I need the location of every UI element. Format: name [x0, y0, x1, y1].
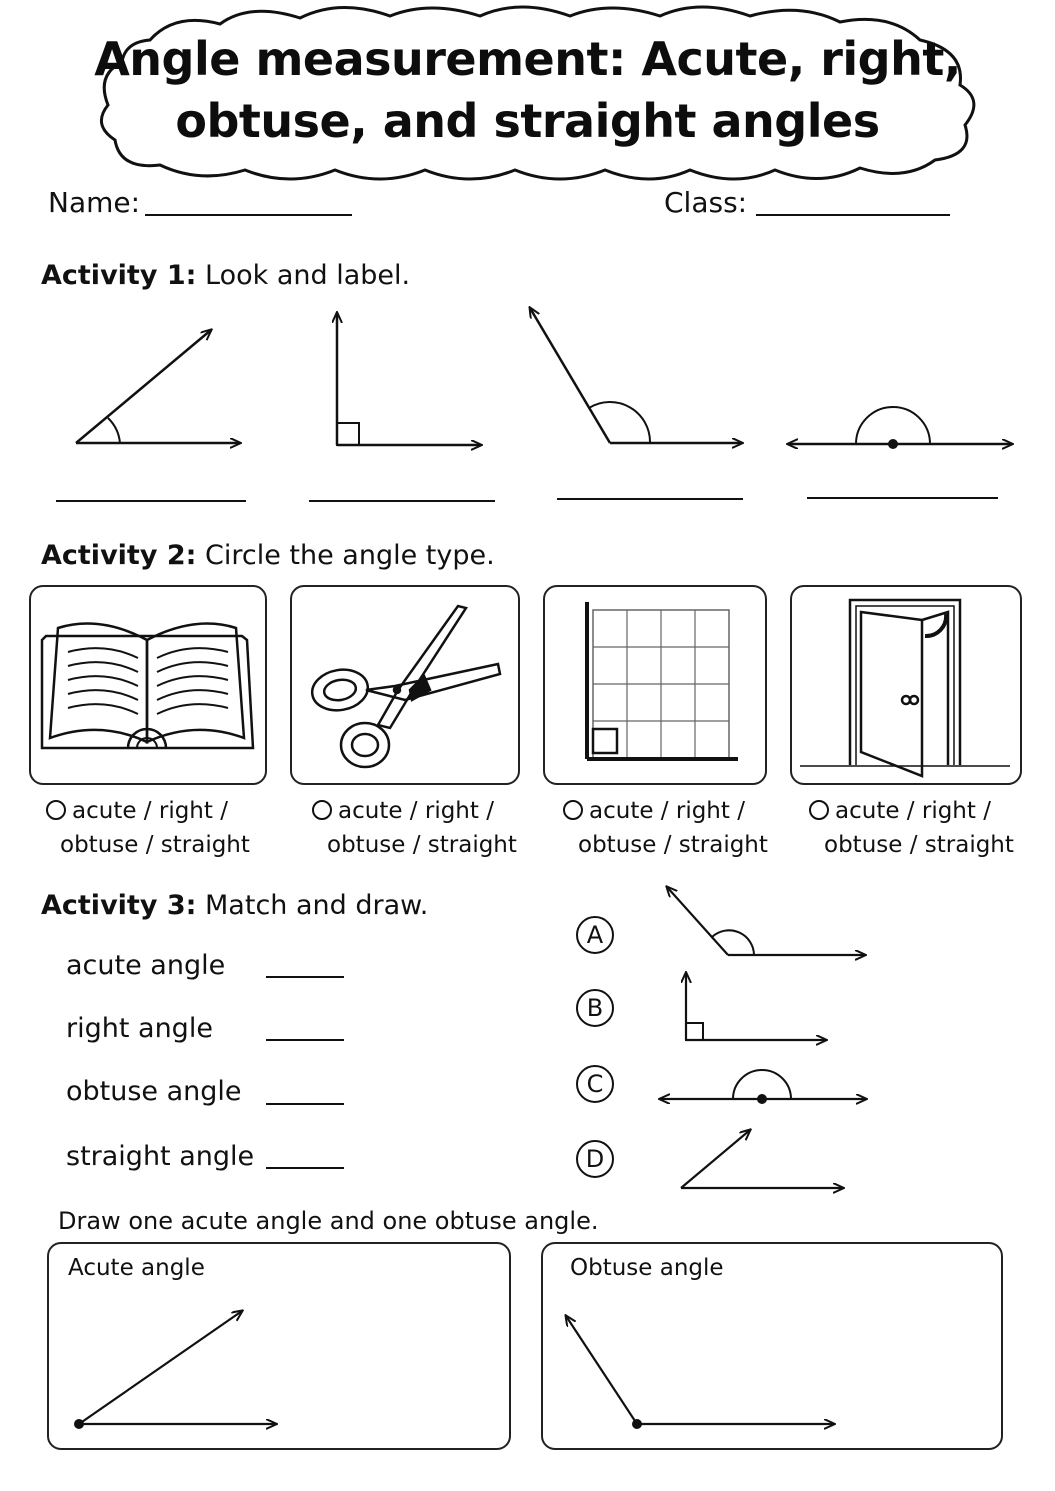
- drawn-obtuse-angle: [566, 1316, 834, 1429]
- activity-3-number: Activity 3:: [41, 890, 197, 921]
- option-line-1[interactable]: acute / right /: [72, 798, 228, 824]
- option-line-1[interactable]: acute / right /: [835, 798, 991, 824]
- letter-d-badge: D: [576, 1140, 614, 1178]
- match-term-right: right angle: [66, 1013, 213, 1044]
- letter-a-badge: A: [576, 916, 614, 954]
- option-line-2[interactable]: obtuse / straight: [824, 832, 1014, 858]
- obtuse-box-label: Obtuse angle: [570, 1255, 724, 1281]
- draw-instruction: Draw one acute angle and one obtuse angle.: [58, 1207, 599, 1235]
- activity-3-instruction: Match and draw.: [205, 890, 429, 921]
- name-label: Name:: [48, 186, 141, 219]
- acute-box-label: Acute angle: [68, 1255, 205, 1281]
- option-line-2[interactable]: obtuse / straight: [60, 832, 250, 858]
- activity-1-number: Activity 1:: [41, 260, 197, 291]
- match-term-straight: straight angle: [66, 1141, 255, 1172]
- drawn-acute-angle: [74, 1311, 276, 1429]
- letter-c-badge: C: [576, 1065, 614, 1103]
- option-line-2[interactable]: obtuse / straight: [578, 832, 768, 858]
- activity-2-instruction: Circle the angle type.: [205, 540, 495, 571]
- class-label: Class:: [664, 186, 748, 219]
- option-line-2[interactable]: obtuse / straight: [327, 832, 517, 858]
- activity-2-number: Activity 2:: [41, 540, 197, 571]
- worksheet-title-line-1: Angle measurement: Acute, right,: [94, 32, 961, 86]
- activity-1-instruction: Look and label.: [205, 260, 411, 291]
- option-line-1[interactable]: acute / right /: [589, 798, 745, 824]
- match-term-obtuse: obtuse angle: [66, 1076, 242, 1107]
- match-term-acute: acute angle: [66, 950, 226, 981]
- letter-b-badge: B: [576, 989, 614, 1027]
- worksheet-title-line-2: obtuse, and straight angles: [175, 94, 880, 148]
- option-line-1[interactable]: acute / right /: [338, 798, 494, 824]
